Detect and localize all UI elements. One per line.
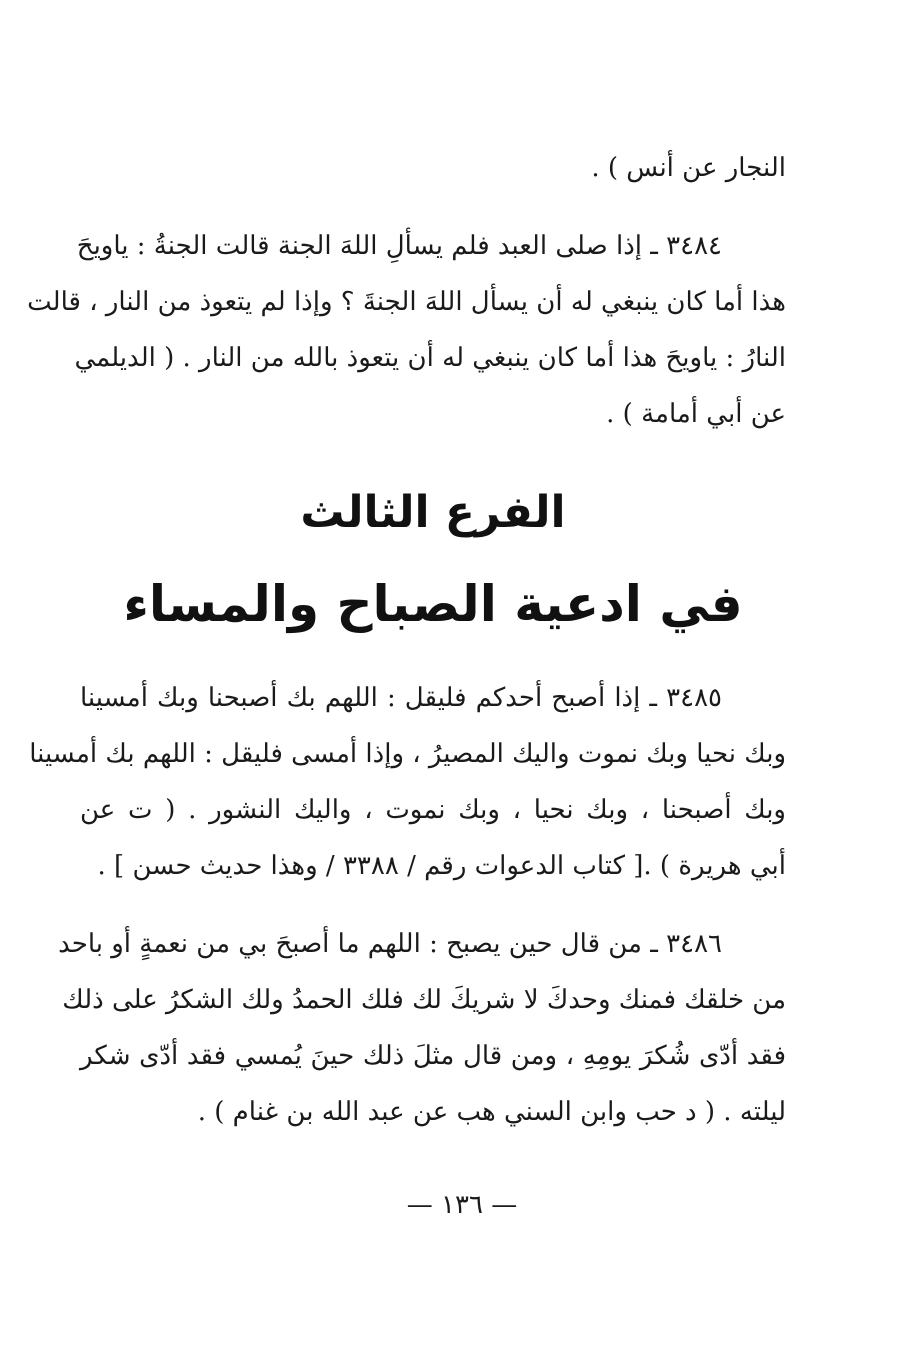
- text-line: النجار عن أنس ) .: [591, 153, 786, 183]
- hadith-3486: [58, 916, 786, 1140]
- page-content: [27, 140, 786, 1162]
- section-subheading: في ادعية الصباح والمساء: [123, 575, 743, 633]
- text-line: وبك أصبحنا ، وبك نحيا ، وبك نموت ، واليك النشور . ( ت عن: [80, 795, 786, 825]
- text-line: ٣٤٨٤ ـ إذا صلى العبد فلم يسألِ اللهَ الجنة قالت الجنةُ : ياويحَ: [76, 231, 722, 261]
- text-line: النارُ : ياويحَ هذا أما كان ينبغي له أن يتعوذ بالله من النار . ( الديلمي: [74, 343, 786, 373]
- text-line: فقد أدّى شُكرَ يومِهِ ، ومن قال مثلَ ذلك حينَ يُمسي فقد أدّى شكر: [80, 1041, 786, 1071]
- hadith-3485: [29, 670, 786, 894]
- page-number: — ١٣٦ —: [406, 1190, 518, 1220]
- text-line: هذا أما كان ينبغي له أن يسأل اللهَ الجنةَ ؟ وإذا لم يتعوذ من النار ، قالت: [27, 287, 786, 317]
- text-line: أبي هريرة ) .[ كتاب الدعوات رقم / ٣٣٨٨ / وهذا حديث حسن ] .: [97, 851, 786, 881]
- text-line: ٣٤٨٥ ـ إذا أصبح أحدكم فليقل : اللهم بك أصبحنا وبك أمسينا: [80, 683, 722, 713]
- text-line: وبك نحيا وبك نموت واليك المصيرُ ، وإذا أمسى فليقل : اللهم بك أمسينا: [29, 739, 786, 769]
- continuation-paragraph: [80, 140, 786, 196]
- text-line: من خلقك فمنك وحدكَ لا شريكَ لك فلك الحمدُ ولك الشكرُ على ذلك: [62, 985, 786, 1015]
- text-line: ٣٤٨٦ ـ من قال حين يصبح : اللهم ما أصبحَ بي من نعمةٍ أو باحد: [58, 929, 722, 959]
- section-heading: الفرع الثالث: [300, 487, 566, 538]
- hadith-3484: [27, 218, 786, 442]
- text-line: عن أبي أمامة ) .: [606, 399, 786, 429]
- text-line: ليلته . ( د حب وابن السني هب عن عبد الله بن غنام ) .: [197, 1097, 786, 1127]
